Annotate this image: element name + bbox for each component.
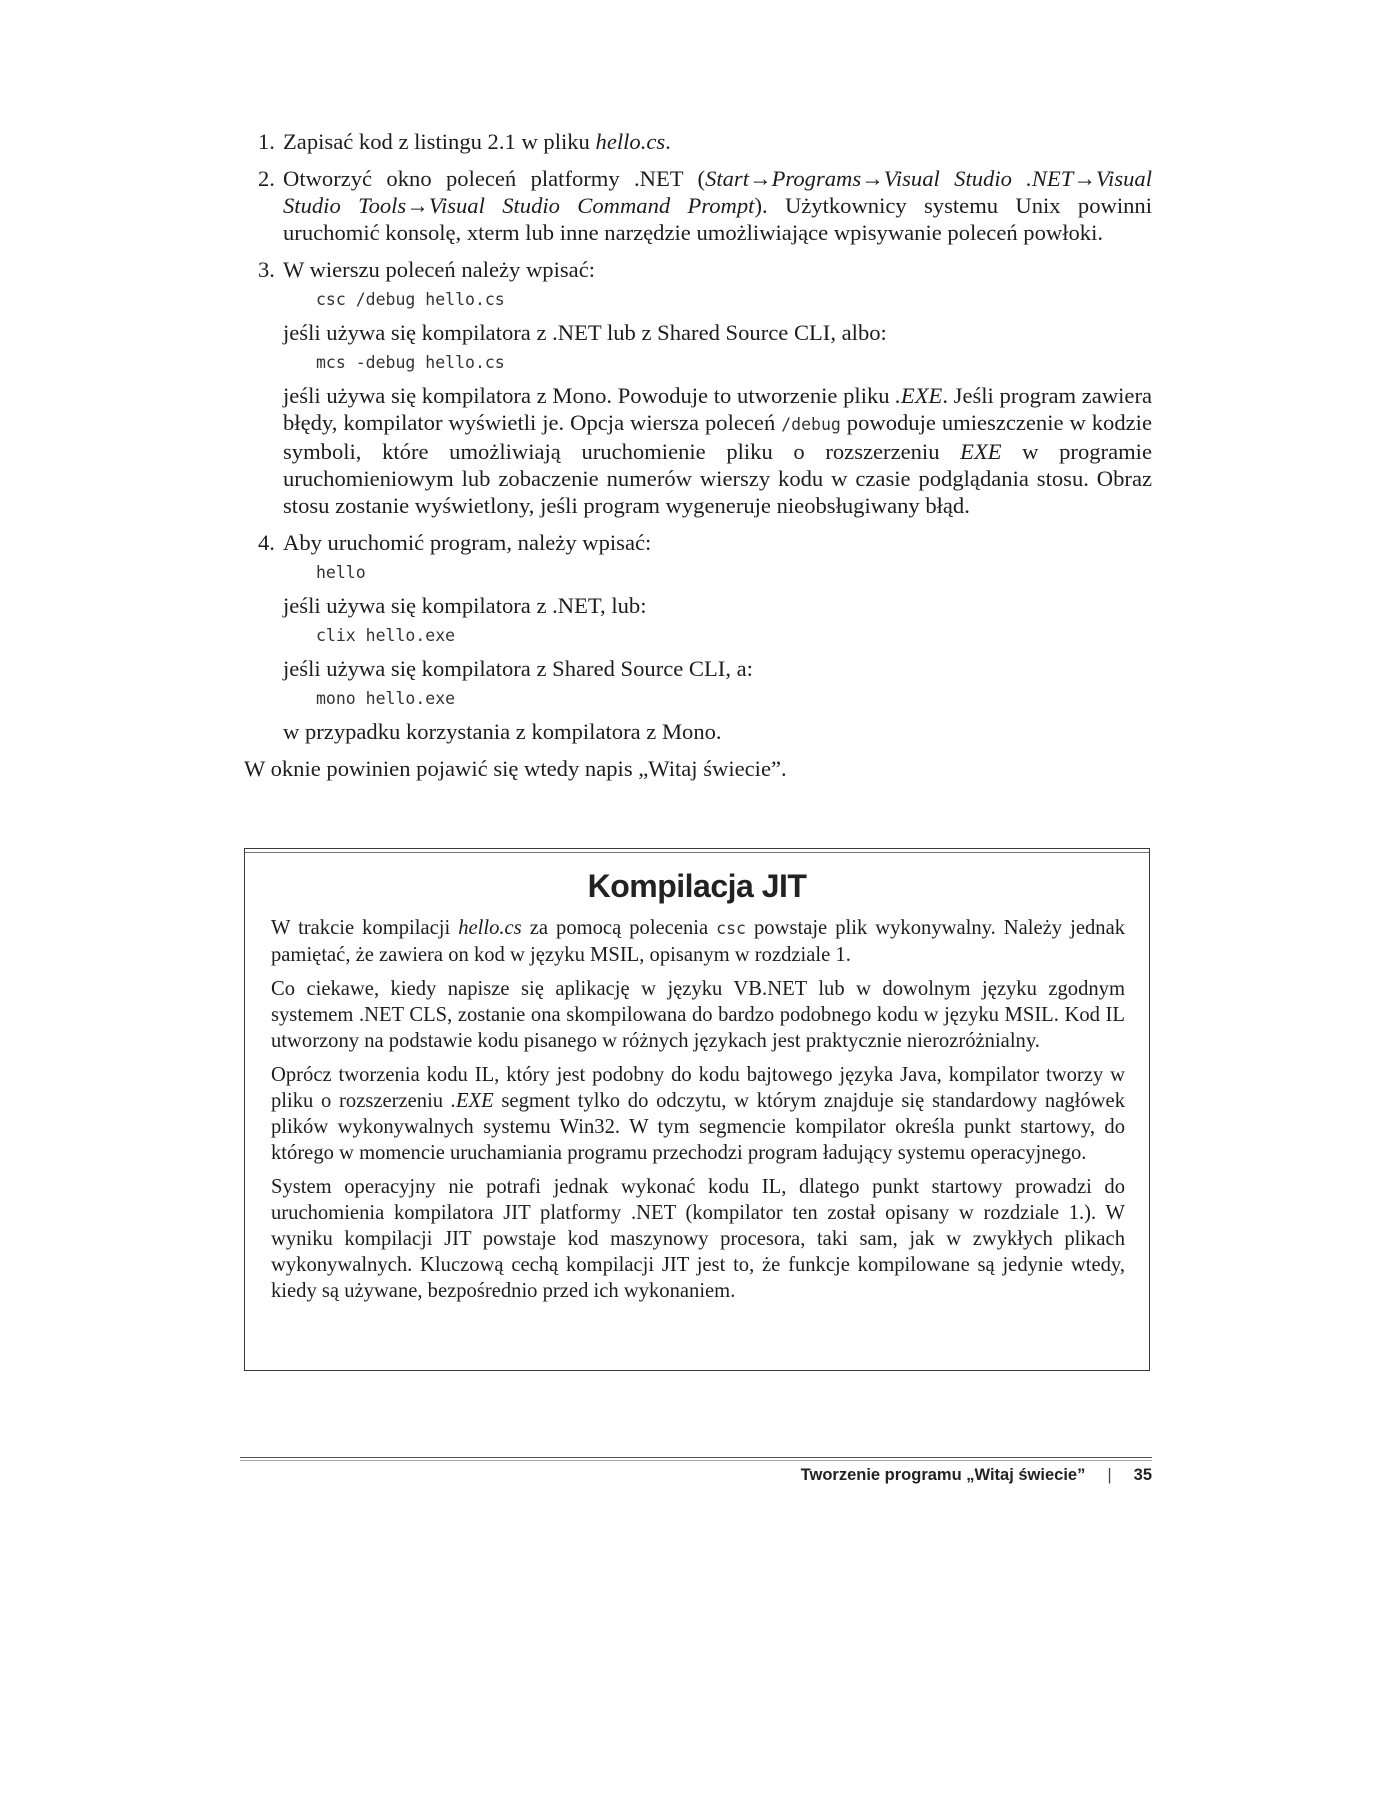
step-2 bbox=[244, 165, 1152, 246]
code-line: clix hello.exe bbox=[316, 626, 456, 645]
sidebar-box bbox=[244, 848, 1150, 1371]
step-text: jeśli używa się kompilatora z .NET lub z Shared Source CLI, albo: bbox=[283, 320, 887, 345]
sidebar-paragraph: Co ciekawe, kiedy napisze się aplikację w języku VB.NET lub w dowolnym języku zgodnym systemem .NET CLS, zostanie ona skompilowana do bardzo podobnego kodu w języku MSIL. Kod IL utworzony na podstawie kodu pisanego w różnych językach jest praktycznie nierozróżnialny. bbox=[271, 978, 1125, 1052]
step-text: w przypadku korzystania z kompilatora z Mono. bbox=[283, 719, 722, 744]
inline-code: /debug bbox=[781, 415, 841, 434]
code-line: mcs -debug hello.cs bbox=[316, 353, 505, 372]
inline-code: csc bbox=[716, 919, 746, 938]
step-number: 1. bbox=[258, 129, 275, 154]
code-line: hello bbox=[316, 563, 366, 582]
step-number: 4. bbox=[258, 530, 275, 555]
closing-paragraph: W oknie powinien pojawić się wtedy napis „Witaj świecie”. bbox=[244, 756, 787, 781]
step-1 bbox=[244, 128, 1152, 155]
file-name: hello.cs bbox=[595, 129, 666, 154]
menu-path: Start→Programs→Visual Studio .NET→Visual Studio Tools→Visual Studio Command Prompt bbox=[283, 166, 1152, 218]
main-text bbox=[244, 128, 1152, 782]
code-line: csc /debug hello.cs bbox=[316, 290, 505, 309]
sidebar-paragraph: W trakcie kompilacji hello.cs za pomocą polecenia csc powstaje plik wykonywalny. Należy jednak pamiętać, że zawiera on kod w języku MSIL, opisanym w rozdziale 1. bbox=[271, 917, 1126, 966]
step-text: jeśli używa się kompilatora z Shared Source CLI, a: bbox=[283, 656, 753, 681]
step-text: jeśli używa się kompilatora z Mono. Powoduje to utworzenie pliku .EXE. Jeśli program zawiera błędy, kompilator wyświetli je. Opcja wiersza poleceń /debug powoduje umieszczenie w kodzie symboli, które umożliwiają uruchomienie pliku o rozszerzeniu EXE w programie uruchomieniowym lub zobaczenie numerów wierszy kodu w czasie podglądania stosu. Obraz stosu zostanie wyświetlony, jeśli program wygeneruje nieobsługiwany błąd. bbox=[283, 383, 1152, 518]
running-title: Tworzenie programu „Witaj świecie” bbox=[800, 1466, 1086, 1484]
page-footer bbox=[801, 1466, 1152, 1485]
step-number: 2. bbox=[258, 166, 275, 191]
sidebar-paragraph: System operacyjny nie potrafi jednak wykonać kodu IL, dlatego punkt startowy prowadzi do uruchomienia kompilatora JIT platformy .NET (kompilator ten został opisany w rozdziale 1.). W wyniku kompilacji JIT powstaje kod maszynowy procesora, taki sam, jak w zwykłych plikach wykonywalnych. Kluczową cechą kompilacji JIT jest to, że funkcje kompilowane są jedynie wtedy, kiedy są używane, bezpośrednio przed ich wykonaniem. bbox=[271, 1176, 1125, 1302]
page-number: 35 bbox=[1133, 1466, 1152, 1484]
step-text: W wierszu poleceń należy wpisać: bbox=[283, 257, 595, 282]
step-4 bbox=[244, 529, 1152, 745]
step-text: Zapisać kod z listingu 2.1 w pliku hello.cs. bbox=[283, 129, 671, 154]
file-name: hello.cs bbox=[458, 917, 522, 939]
sidebar-body bbox=[245, 915, 1149, 1304]
steps-list bbox=[244, 128, 1152, 745]
step-3 bbox=[244, 256, 1152, 519]
sidebar-title: Kompilacja JIT bbox=[587, 868, 807, 904]
footer-separator: | bbox=[1107, 1466, 1112, 1484]
sidebar-paragraph: Oprócz tworzenia kodu IL, który jest podobny do kodu bajtowego języka Java, kompilator tworzy w pliku o rozszerzeniu .EXE segment tylko do odczytu, w którym znajduje się standardowy nagłówek plików wykonywalnych systemu Win32. W tym segmencie kompilator określa punkt startowy, do którego w momencie uruchamiania programu przechodzi program ładujący systemu operacyjnego. bbox=[271, 1064, 1125, 1164]
step-text: Aby uruchomić program, należy wpisać: bbox=[283, 530, 652, 555]
code-line: mono hello.exe bbox=[316, 689, 456, 708]
step-text: Otworzyć okno poleceń platformy .NET (Start→Programs→Visual Studio .NET→Visual Studio Tools→Visual Studio Command Prompt). Użytkownicy systemu Unix powinni uruchomić konsolę, xterm lub inne narzędzie umożliwiające wpisywanie poleceń powłoki. bbox=[283, 166, 1152, 245]
step-text: jeśli używa się kompilatora z .NET, lub: bbox=[283, 593, 647, 618]
footer-rule bbox=[240, 1457, 1152, 1458]
step-number: 3. bbox=[258, 257, 275, 282]
